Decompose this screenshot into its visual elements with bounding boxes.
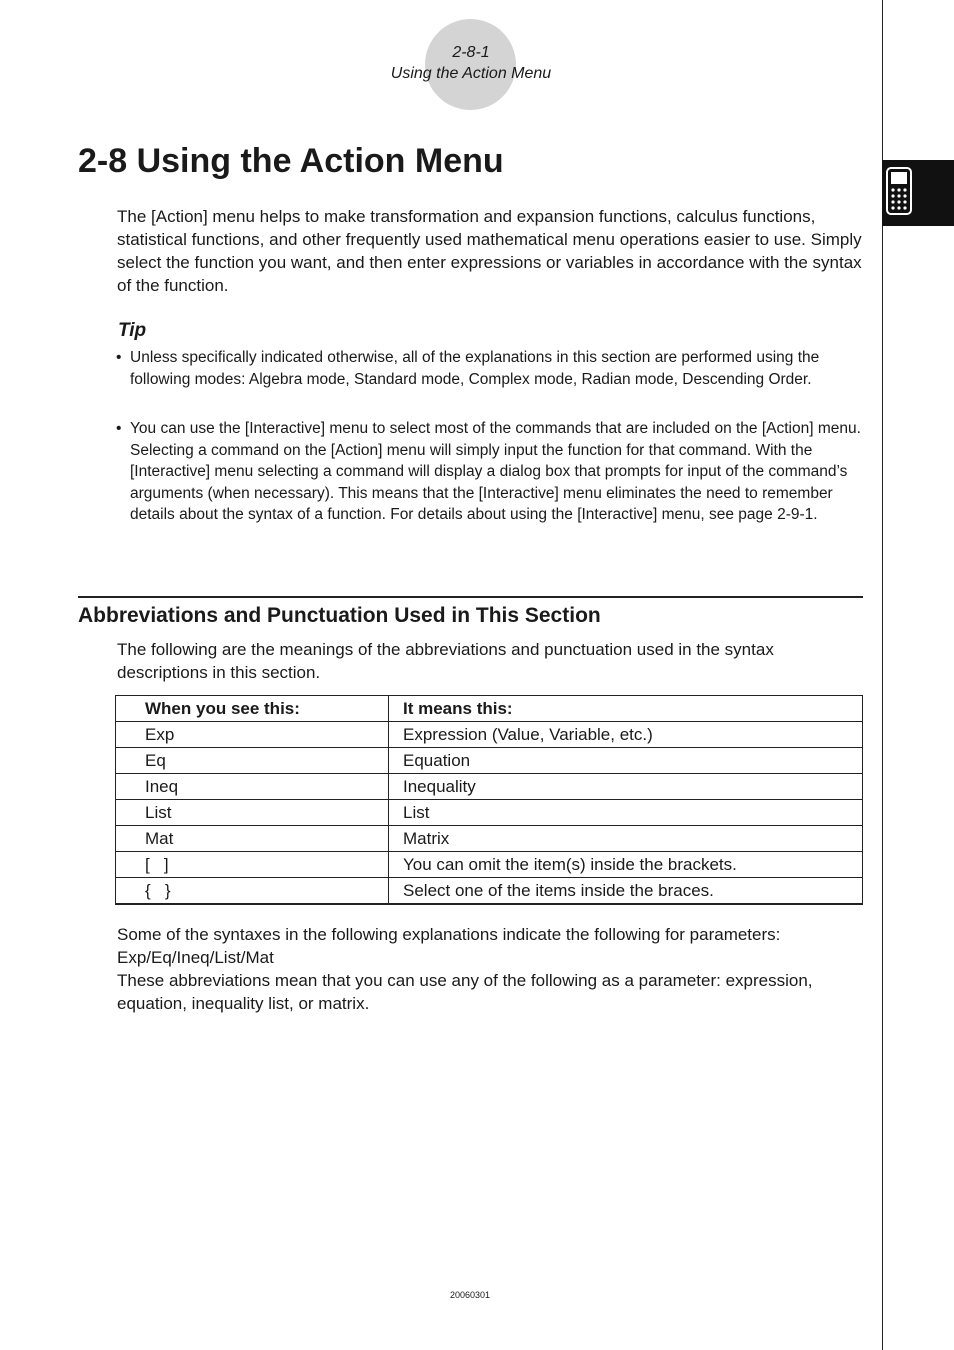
meaning-cell: Select one of the items inside the braces.: [389, 878, 863, 905]
footer-code: 20060301: [449, 1290, 491, 1300]
abbreviation-cell: Ineq: [116, 774, 389, 800]
table-row: [116, 878, 863, 905]
page-number: 2-8-1: [452, 44, 490, 61]
abbreviation-table: [115, 695, 863, 905]
page-title: 2-8 Using the Action Menu: [78, 142, 504, 180]
tip-text: You can use the [Interactive] menu to select most of the commands that are included on the [Action] menu. Selecting a command on the [Action] menu will simply input the function for that command. With the [Interactive] menu selecting a command will display a dialog box that prompts for input of the command’s arguments (when necessary). This means that the [Interactive] menu eliminates the need to remember details about the syntax of a function. For details about using the [Interactive] menu, see page 2-9-1.: [130, 420, 861, 524]
section-intro: The following are the meanings of the abbreviations and punctuation used in the syntax descriptions in this section.: [117, 640, 774, 682]
chapter-tab: [882, 160, 954, 226]
table-header-cell: It means this:: [389, 696, 863, 722]
meaning-cell: List: [389, 800, 863, 826]
abbreviation-cell: Exp: [116, 722, 389, 748]
tip-bullet-2: [116, 418, 868, 526]
running-title: Using the Action Menu: [390, 65, 552, 82]
calculator-icon: [886, 167, 912, 215]
section-heading: Abbreviations and Punctuation Used in This Section: [78, 604, 601, 627]
meaning-cell: Expression (Value, Variable, etc.): [389, 722, 863, 748]
abbreviation-cell: List: [116, 800, 389, 826]
abbreviation-cell: Mat: [116, 826, 389, 852]
meaning-cell: Inequality: [389, 774, 863, 800]
abbreviation-cell: [ ]: [116, 852, 389, 878]
abbreviation-cell: Eq: [116, 748, 389, 774]
meaning-cell: Matrix: [389, 826, 863, 852]
meaning-cell: You can omit the item(s) inside the brackets.: [389, 852, 863, 878]
tip-text: Unless specifically indicated otherwise, all of the explanations in this section are performed using the following modes: Algebra mode, Standard mode, Complex mode, Radian mode, Descending Order.: [130, 349, 820, 388]
parameter-note-line-1: Some of the syntaxes in the following explanations indicate the following for parameters:: [117, 925, 781, 944]
table-header-cell: When you see this:: [116, 696, 389, 722]
bullet-marker: •: [116, 349, 122, 366]
table-header-row: [116, 696, 863, 722]
table-row: [116, 826, 863, 852]
intro-paragraph: The [Action] menu helps to make transformation and expansion functions, calculus functions, statistical functions, and other frequently used mathematical menu operations easier to use. Simply select the function you want, and then enter expressions or variables in accordance with the syntax of the function.: [117, 207, 862, 295]
parameter-note-line-2: Exp/Eq/Ineq/List/Mat: [117, 948, 274, 967]
bullet-marker: •: [116, 420, 122, 437]
table-row: [116, 748, 863, 774]
abbreviation-cell: { }: [116, 878, 389, 905]
tip-bullet-1: [116, 347, 868, 390]
table-row: [116, 852, 863, 878]
table-row: [116, 800, 863, 826]
table-row: [116, 722, 863, 748]
table-row: [116, 774, 863, 800]
meaning-cell: Equation: [389, 748, 863, 774]
tip-label: Tip: [118, 320, 147, 341]
parameter-note-line-3: These abbreviations mean that you can use any of the following as a parameter: expression, equation, inequality list, or matrix.: [117, 971, 813, 1013]
section-divider: [78, 596, 863, 598]
